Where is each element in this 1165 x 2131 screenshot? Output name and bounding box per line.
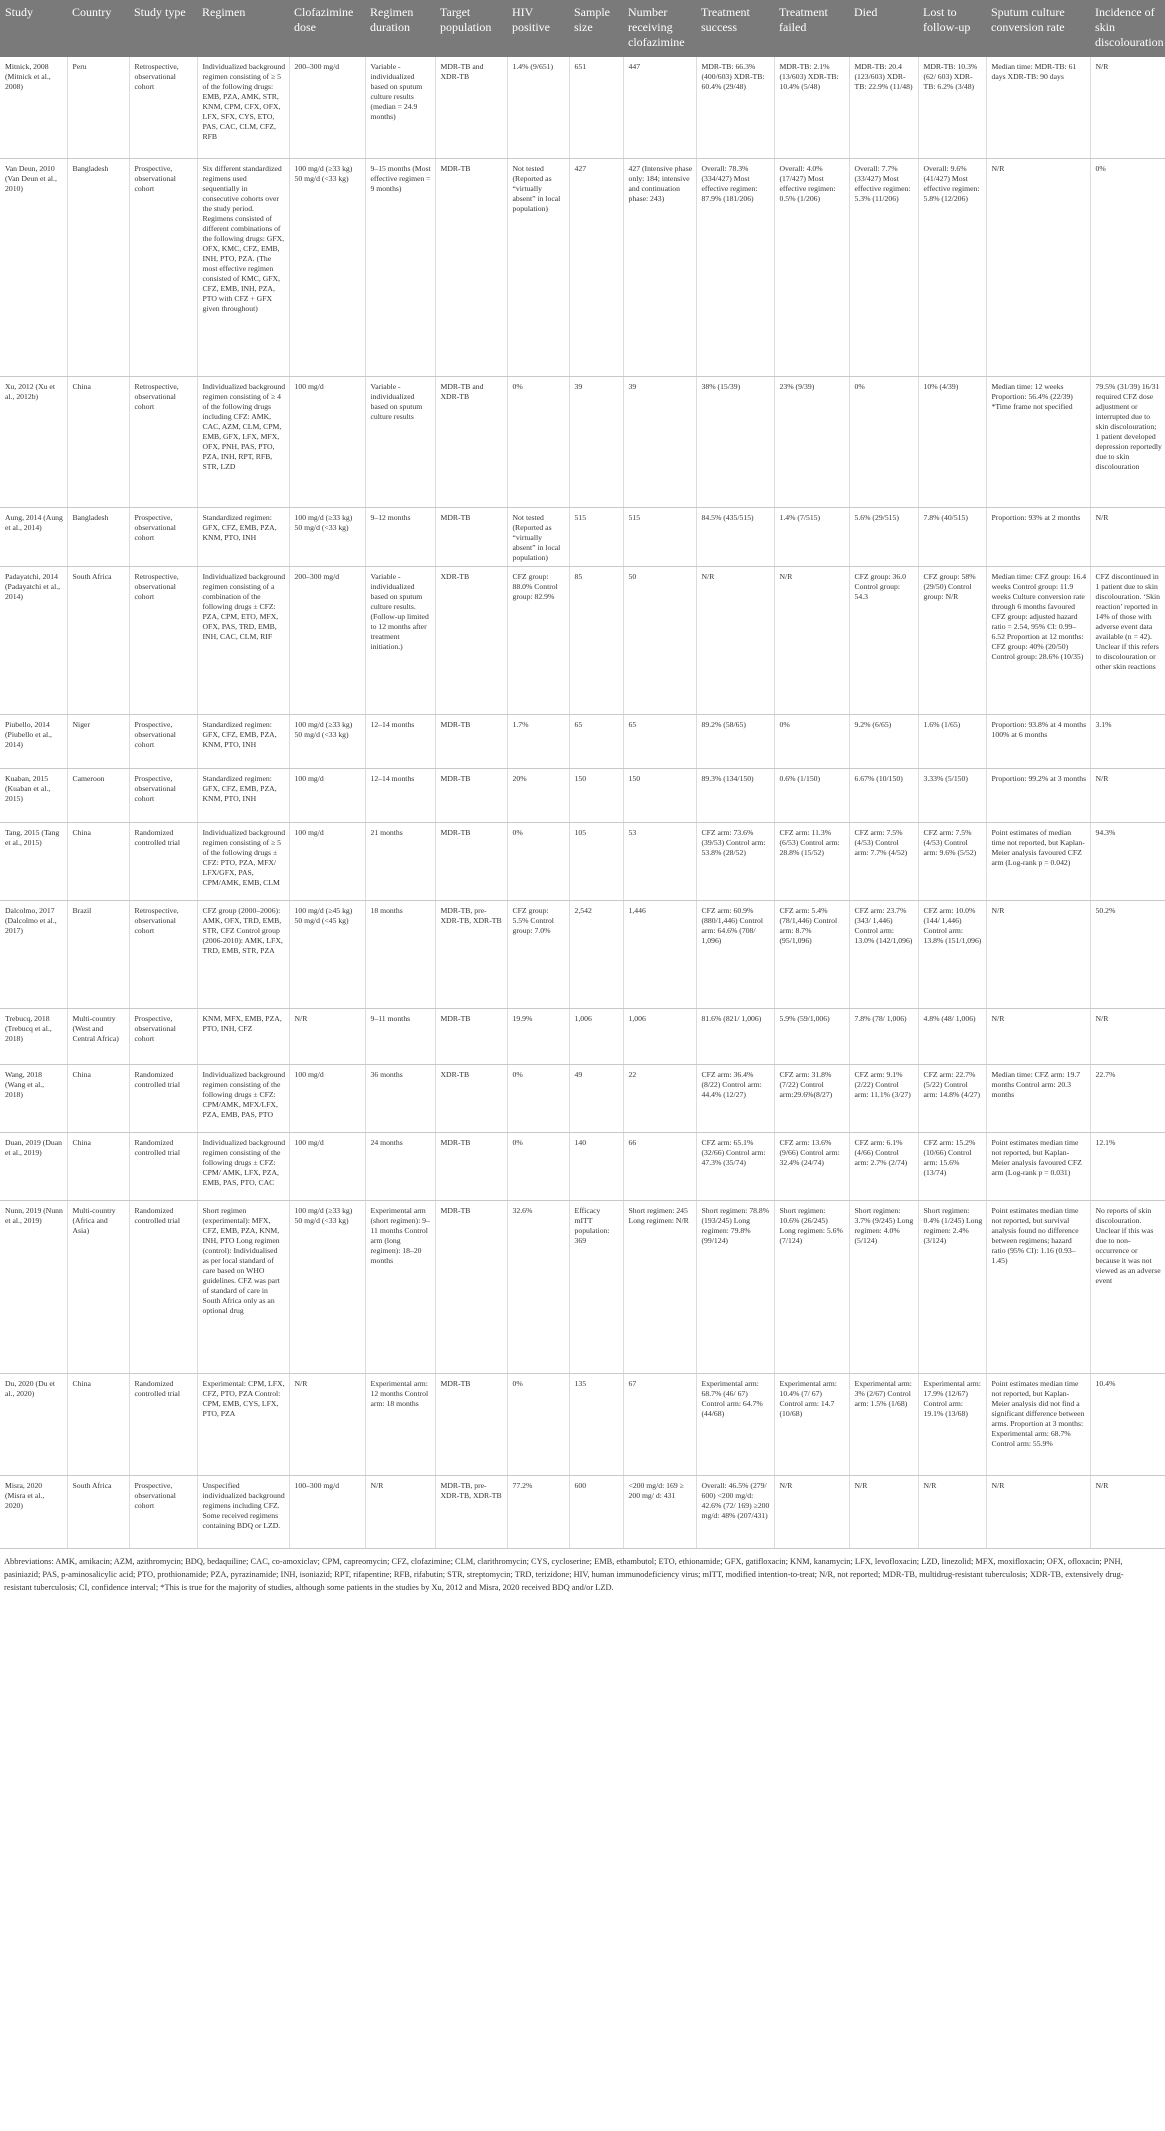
table-cell: Retrospective, observational cohort <box>129 900 197 1008</box>
table-cell: Prospective, observational cohort <box>129 507 197 566</box>
table-cell: CFZ group: 58% (29/50) Control group: N/R <box>918 566 986 714</box>
table-cell: 0% <box>774 714 849 768</box>
table-cell: MDR-TB: 10.3% (62/ 603) XDR-TB: 6.2% (3/48) <box>918 57 986 158</box>
table-cell: Randomized controlled trial <box>129 822 197 900</box>
table-cell: Prospective, observational cohort <box>129 1475 197 1548</box>
column-header: Country <box>67 0 129 57</box>
table-cell: 0% <box>507 1373 569 1475</box>
table-cell: 2,542 <box>569 900 623 1008</box>
table-row <box>0 714 1165 768</box>
table-cell: Bangladesh <box>67 507 129 566</box>
table-cell: XDR-TB <box>435 1064 507 1132</box>
table-cell: MDR-TB <box>435 1008 507 1064</box>
table-cell: Peru <box>67 57 129 158</box>
table-cell: Unspecified individualized background regimens including CFZ. Some received regimens containing BDQ or LZD. <box>197 1475 289 1548</box>
abbreviations-footnote: Abbreviations: AMK, amikacin; AZM, azithromycin; BDQ, bedaquiline; CAC, co-amoxiclav; CPM, capreomycin; CFZ, clofazimine; CLM, clarithromycin; CYS, cycloserine; EMB, ethambutol; ETO, ethionamide; GFX, gatifloxacin; KNM, kanamycin; LFX, levofloxacin; LZD, linezolid; MFX, moxifloxacin; OFX, ofloxacin; PNH, pasiniazid; PAS, p-aminosalicylic acid; PTO, prothionamide; PZA, pyrazinamide; INH, isoniazid; RPT, rifapentine; RFB, rifabutin; STR, streptomycin; TRD, terizidone; HIV, human immunodeficiency virus; mITT, modified intention-to-treat; N/R, not reported; MDR-TB, multidrug-resistant tuberculosis; XDR-TB, extensively drug-resistant tuberculosis; CI, confidence interval; *This is true for the majority of studies, although some patients in the studies by Xu, 2012 and Misra, 2020 received BDQ and/or LZD. <box>4 1556 1124 1592</box>
table-cell: 66 <box>623 1132 696 1200</box>
column-header: Treatment success <box>696 0 774 57</box>
table-cell: No reports of skin discolouration. Unclear if this was due to non-occurrence or because it was not viewed as an adverse event <box>1090 1200 1165 1373</box>
column-header: Regimen <box>197 0 289 57</box>
table-cell: 67 <box>623 1373 696 1475</box>
table-cell: 140 <box>569 1132 623 1200</box>
table-cell: Individualized background regimen consisting of a combination of the following drugs ± CFZ: PZA, CPM, ETO, MFX, OFX, PAS, TRD, EMB, INH, CAC, CLM, RIF <box>197 566 289 714</box>
table-cell: 7.8% (78/ 1,006) <box>849 1008 918 1064</box>
column-header: Study <box>0 0 67 57</box>
table-cell: 12–14 months <box>365 768 435 822</box>
table-cell: South Africa <box>67 1475 129 1548</box>
table-cell: <200 mg/d: 169 ≥ 200 mg/ d: 431 <box>623 1475 696 1548</box>
table-cell: N/R <box>365 1475 435 1548</box>
column-header: Clofazimine dose <box>289 0 365 57</box>
table-cell: 20% <box>507 768 569 822</box>
table-cell: 100 mg/d (≥33 kg) 50 mg/d (<33 kg) <box>289 714 365 768</box>
table-cell: Six different standardized regimens used sequentially in consecutive cohorts over the study period. Regimens consisted of different combinations of the following drugs: GFX, OFX, KMC, CFZ, EMB, INH, PTO, PZA. (The most effective regimen consisted of KMC, GFX, CFZ, EMB, INH, PZA, PTO with CFZ + GFX given throughout) <box>197 158 289 376</box>
table-cell: 9.2% (6/65) <box>849 714 918 768</box>
table-cell: South Africa <box>67 566 129 714</box>
table-cell: 200–300 mg/d <box>289 566 365 714</box>
table-cell: Trebucq, 2018 (Trebucq et al., 2018) <box>0 1008 67 1064</box>
table-cell: CFZ group: 88.0% Control group: 82.9% <box>507 566 569 714</box>
table-cell: Experimental: CPM, LFX, CFZ, PTO, PZA Control: CPM, EMB, CYS, LFX, PTO, PZA <box>197 1373 289 1475</box>
table-cell: Standardized regimen: GFX, CFZ, EMB, PZA, KNM, PTO, INH <box>197 714 289 768</box>
table-cell: Standardized regimen: GFX, CFZ, EMB, PZA, KNM, PTO, INH <box>197 507 289 566</box>
table-cell: 100 mg/d (≥33 kg) 50 mg/d (<33 kg) <box>289 158 365 376</box>
table-cell: CFZ arm: 6.1% (4/66) Control arm: 2.7% (2/74) <box>849 1132 918 1200</box>
table-cell: 77.2% <box>507 1475 569 1548</box>
table-cell: 18 months <box>365 900 435 1008</box>
table-cell: 3.33% (5/150) <box>918 768 986 822</box>
table-cell: 200–300 mg/d <box>289 57 365 158</box>
table-row <box>0 1475 1165 1548</box>
table-cell: Experimental arm: 68.7% (46/ 67) Control arm: 64.7% (44/68) <box>696 1373 774 1475</box>
table-cell: CFZ arm: 65.1% (32/66) Control arm: 47.3% (35/74) <box>696 1132 774 1200</box>
table-cell: Prospective, observational cohort <box>129 158 197 376</box>
table-cell: 150 <box>623 768 696 822</box>
table-cell: CFZ arm: 10.0% (144/ 1,446) Control arm: 13.8% (151/1,096) <box>918 900 986 1008</box>
table-cell: China <box>67 376 129 507</box>
table-cell: Randomized controlled trial <box>129 1132 197 1200</box>
table-cell: Individualized background regimen consisting of ≥ 5 of the following drugs ± CFZ: PTO, PZA, MFX/ LFX/GFX, PAS, CPM/AMK, EMB, CLM <box>197 822 289 900</box>
table-cell: MDR-TB <box>435 822 507 900</box>
table-cell: 36 months <box>365 1064 435 1132</box>
table-cell: Prospective, observational cohort <box>129 768 197 822</box>
table-cell: 427 <box>569 158 623 376</box>
table-cell: 89.2% (58/65) <box>696 714 774 768</box>
table-cell: MDR-TB, pre-XDR-TB, XDR-TB <box>435 900 507 1008</box>
table-row <box>0 376 1165 507</box>
column-header: Died <box>849 0 918 57</box>
table-cell: Point estimates of median time not reported, but Kaplan-Meier analysis favoured CFZ arm (Log-rank p = 0.042) <box>986 822 1090 900</box>
table-cell: 9–15 months (Most effective regimen = 9 months) <box>365 158 435 376</box>
table-row <box>0 1008 1165 1064</box>
column-header: HIV positive <box>507 0 569 57</box>
table-cell: Du, 2020 (Du et al., 2020) <box>0 1373 67 1475</box>
table-cell: 0% <box>849 376 918 507</box>
table-cell: Variable - individualized based on sputum culture results (median = 24.9 months) <box>365 57 435 158</box>
table-cell: CFZ arm: 9.1% (2/22) Control arm: 11.1% (3/27) <box>849 1064 918 1132</box>
table-cell: N/R <box>289 1373 365 1475</box>
column-header: Number receiving clofazimine <box>623 0 696 57</box>
table-cell: Median time: 12 weeks Proportion: 56.4% (22/39) *Time frame not specified <box>986 376 1090 507</box>
table-cell: 100 mg/d (≥45 kg) 50 mg/d (<45 kg) <box>289 900 365 1008</box>
table-cell: 32.6% <box>507 1200 569 1373</box>
table-header <box>0 0 1165 57</box>
table-cell: CFZ arm: 7.5% (4/53) Control arm: 7.7% (4/52) <box>849 822 918 900</box>
table-cell: N/R <box>986 1475 1090 1548</box>
table-cell: CFZ arm: 36.4% (8/22) Control arm: 44.4% (12/27) <box>696 1064 774 1132</box>
table-cell: MDR-TB: 20.4 (123/603) XDR-TB: 22.9% (11/48) <box>849 57 918 158</box>
table-cell: 50 <box>623 566 696 714</box>
table-cell: Not tested (Reported as “virtually absent” in local population) <box>507 507 569 566</box>
table-cell: Variable - individualized based on sputum culture results. (Follow-up limited to 12 months after treatment initiation.) <box>365 566 435 714</box>
table-cell: 0% <box>507 1132 569 1200</box>
table-cell: 1,006 <box>569 1008 623 1064</box>
table-cell: Randomized controlled trial <box>129 1373 197 1475</box>
table-cell: MDR-TB and XDR-TB <box>435 57 507 158</box>
table-cell: China <box>67 1132 129 1200</box>
table-cell: 9–12 months <box>365 507 435 566</box>
table-cell: 1.7% <box>507 714 569 768</box>
column-header: Sputum culture conversion rate <box>986 0 1090 57</box>
table-cell: CFZ group: 5.5% Control group: 7.0% <box>507 900 569 1008</box>
table-row <box>0 900 1165 1008</box>
table-cell: 4.8% (48/ 1,006) <box>918 1008 986 1064</box>
table-cell: 0% <box>507 822 569 900</box>
table-cell: Experimental arm: 17.9% (12/67) Control arm: 19.1% (13/68) <box>918 1373 986 1475</box>
table-cell: Median time: CFZ group: 16.4 weeks Control group: 11.9 weeks Culture conversion rate through 6 months favoured CFZ group: adjusted hazard ratio = 2.54, 95% CI: 0.99–6.52 Proportion at 12 months: CFZ group: 40% (20/50) Control group: 28.6% (10/35) <box>986 566 1090 714</box>
table-cell: Niger <box>67 714 129 768</box>
table-cell: 1.6% (1/65) <box>918 714 986 768</box>
column-header: Study type <box>129 0 197 57</box>
table-cell: N/R <box>986 900 1090 1008</box>
table-row <box>0 507 1165 566</box>
table-cell: Efficacy mITT population: 369 <box>569 1200 623 1373</box>
table-row <box>0 566 1165 714</box>
table-cell: 100 mg/d <box>289 376 365 507</box>
table-cell: Individualized background regimen consisting of the following drugs ± CFZ: CPM/AMK, MFX/LFX, PZA, EMB, PAS, PTO <box>197 1064 289 1132</box>
table-row <box>0 158 1165 376</box>
table-cell: Duan, 2019 (Duan et al., 2019) <box>0 1132 67 1200</box>
table-cell: Standardized regimen: GFX, CFZ, EMB, PZA, KNM, PTO, INH <box>197 768 289 822</box>
table-cell: Cameroon <box>67 768 129 822</box>
table-cell: 100 mg/d (≥33 kg) 50 mg/d (<33 kg) <box>289 507 365 566</box>
column-header: Sample size <box>569 0 623 57</box>
table-cell: Randomized controlled trial <box>129 1200 197 1373</box>
column-header: Lost to follow-up <box>918 0 986 57</box>
table-cell: Point estimates median time not reported, but Kaplan-Meier analysis did not find a significant difference between arms. Proportion at 3 months: Experimental arm: 68.7% Control arm: 55.9% <box>986 1373 1090 1475</box>
table-cell: 0% <box>1090 158 1165 376</box>
table-cell: N/R <box>696 566 774 714</box>
table-cell: Median time: CFZ arm: 19.7 months Control arm: 20.3 months <box>986 1064 1090 1132</box>
table-cell: 23% (9/39) <box>774 376 849 507</box>
table-cell: Bangladesh <box>67 158 129 376</box>
table-cell: Xu, 2012 (Xu et al., 2012b) <box>0 376 67 507</box>
table-cell: N/R <box>918 1475 986 1548</box>
table-cell: Experimental arm: 10.4% (7/ 67) Control arm: 14.7 (10/68) <box>774 1373 849 1475</box>
table-cell: Proportion: 93% at 2 months <box>986 507 1090 566</box>
table-cell: Misra, 2020 (Misra et al., 2020) <box>0 1475 67 1548</box>
table-cell: N/R <box>774 566 849 714</box>
table-cell: 19.9% <box>507 1008 569 1064</box>
table-cell: Variable - individualized based on sputum culture results <box>365 376 435 507</box>
table-cell: 100 mg/d <box>289 768 365 822</box>
table-cell: Not tested (Reported as “virtually absent” in local population) <box>507 158 569 376</box>
table-cell: 447 <box>623 57 696 158</box>
table-cell: Proportion: 93.8% at 4 months 100% at 6 months <box>986 714 1090 768</box>
table-cell: CFZ arm: 5.4% (78/1,446) Control arm: 8.7% (95/1,096) <box>774 900 849 1008</box>
column-header: Treatment failed <box>774 0 849 57</box>
column-header: Incidence of skin discolouration <box>1090 0 1165 57</box>
table-cell: N/R <box>1090 1008 1165 1064</box>
table-cell: 10% (4/39) <box>918 376 986 507</box>
table-cell: 100 mg/d <box>289 822 365 900</box>
table-cell: Randomized controlled trial <box>129 1064 197 1132</box>
table-cell: CFZ arm: 31.8% (7/22) Control arm:29.6%(8/27) <box>774 1064 849 1132</box>
table-cell: 105 <box>569 822 623 900</box>
table-cell: 1,006 <box>623 1008 696 1064</box>
table-cell: China <box>67 1064 129 1132</box>
table-cell: Point estimates median time not reported, but Kaplan-Meier analysis favoured CFZ arm (Log-rank p = 0.031) <box>986 1132 1090 1200</box>
table-cell: CFZ group (2000–2006): AMK, OFX, TRD, EMB, STR, CFZ Control group (2006-2010): AMK, LFX, TRD, EMB, STR, PZA <box>197 900 289 1008</box>
table-cell: N/R <box>849 1475 918 1548</box>
table-cell: Van Deun, 2010 (Van Deun et al., 2010) <box>0 158 67 376</box>
table-cell: China <box>67 1373 129 1475</box>
table-cell: Dalcolmo, 2017 (Dalcolmo et al., 2017) <box>0 900 67 1008</box>
table-cell: Overall: 7.7% (33/427) Most effective regimen: 5.3% (11/206) <box>849 158 918 376</box>
table-cell: Median time: MDR-TB: 61 days XDR-TB: 90 days <box>986 57 1090 158</box>
table-cell: 94.3% <box>1090 822 1165 900</box>
table-cell: 5.6% (29/515) <box>849 507 918 566</box>
table-row <box>0 1064 1165 1132</box>
table-cell: Kuaban, 2015 (Kuaban et al., 2015) <box>0 768 67 822</box>
table-cell: Overall: 46.5% (279/ 600) <200 mg/d: 42.6% (72/ 169) ≥200 mg/d: 48% (207/431) <box>696 1475 774 1548</box>
table-cell: MDR-TB <box>435 507 507 566</box>
table-cell: 135 <box>569 1373 623 1475</box>
table-cell: CFZ discontinued in 1 patient due to skin discolouration. ‘Skin reaction’ reported in 14% of those with adverse event data available (n = 42). Unclear if this refers to discolouration or other skin reactions <box>1090 566 1165 714</box>
table-cell: CFZ arm: 15.2% (10/66) Control arm: 15.6% (13/74) <box>918 1132 986 1200</box>
table-cell: 84.5% (435/515) <box>696 507 774 566</box>
table-cell: 1,446 <box>623 900 696 1008</box>
table-cell: 9–11 months <box>365 1008 435 1064</box>
table-cell: MDR-TB <box>435 714 507 768</box>
table-cell: 21 months <box>365 822 435 900</box>
table-cell: MDR-TB, pre-XDR-TB, XDR-TB <box>435 1475 507 1548</box>
table-cell: MDR-TB <box>435 768 507 822</box>
table-cell: XDR-TB <box>435 566 507 714</box>
table-cell: Short regimen: 0.4% (1/245) Long regimen: 2.4% (3/124) <box>918 1200 986 1373</box>
table-row <box>0 822 1165 900</box>
table-cell: MDR-TB <box>435 1132 507 1200</box>
table-cell: China <box>67 822 129 900</box>
table-cell: 10.4% <box>1090 1373 1165 1475</box>
table-cell: N/R <box>986 158 1090 376</box>
table-cell: MDR-TB <box>435 158 507 376</box>
table-cell: 100 mg/d <box>289 1064 365 1132</box>
table-cell: CFZ arm: 23.7% (343/ 1,446) Control arm: 13.0% (142/1,096) <box>849 900 918 1008</box>
table-cell: Multi-country (West and Central Africa) <box>67 1008 129 1064</box>
table-cell: N/R <box>986 1008 1090 1064</box>
table-cell: 427 (Intensive phase only: 184; intensive and continuation phase: 243) <box>623 158 696 376</box>
table-cell: Short regimen: 78.8% (193/245) Long regimen: 79.8% (99/124) <box>696 1200 774 1373</box>
table-cell: 651 <box>569 57 623 158</box>
table-cell: MDR-TB: 66.3% (400/603) XDR-TB: 60.4% (29/48) <box>696 57 774 158</box>
table-cell: 65 <box>623 714 696 768</box>
table-cell: CFZ arm: 73.6% (39/53) Control arm: 53.8% (28/52) <box>696 822 774 900</box>
table-cell: 39 <box>623 376 696 507</box>
table-cell: MDR-TB <box>435 1373 507 1475</box>
table-cell: 22.7% <box>1090 1064 1165 1132</box>
table-cell: 6.67% (10/150) <box>849 768 918 822</box>
table-cell: 1.4% (7/515) <box>774 507 849 566</box>
table-cell: Wang, 2018 (Wang et al., 2018) <box>0 1064 67 1132</box>
table-cell: Retrospective, observational cohort <box>129 57 197 158</box>
table-cell: 150 <box>569 768 623 822</box>
table-cell: Overall: 78.3% (334/427) Most effective regimen: 87.9% (181/206) <box>696 158 774 376</box>
table-row <box>0 1373 1165 1475</box>
table-cell: N/R <box>1090 57 1165 158</box>
table-cell: Nunn, 2019 (Nunn et al., 2019) <box>0 1200 67 1373</box>
table-cell: Individualized background regimen consisting of ≥ 5 of the following drugs: EMB, PZA, AMK, STR, KNM, CPM, CFX, OFX, LFX, SFX, CYS, ETO, PAS, CAC, CLM, CFZ, RFB <box>197 57 289 158</box>
table-cell: 7.8% (40/515) <box>918 507 986 566</box>
table-cell: MDR-TB and XDR-TB <box>435 376 507 507</box>
table-cell: 515 <box>569 507 623 566</box>
table-cell: 600 <box>569 1475 623 1548</box>
table-cell: 0% <box>507 376 569 507</box>
table-cell: Retrospective, observational cohort <box>129 566 197 714</box>
table-cell: 22 <box>623 1064 696 1132</box>
table-row <box>0 57 1165 158</box>
header-row <box>0 0 1165 57</box>
table-cell: 53 <box>623 822 696 900</box>
table-cell: Individualized background regimen consisting of ≥ 4 of the following drugs including CFZ: AMK, CAC, AZM, CLM, CPM, EMB, GFX, LFX, MFX, OFX, PNH, PAS, PTO, PZA, INH, RPT, RFB, STR, LZD <box>197 376 289 507</box>
table-cell: 65 <box>569 714 623 768</box>
table-cell: Tang, 2015 (Tang et al., 2015) <box>0 822 67 900</box>
table-cell: Brazil <box>67 900 129 1008</box>
table-cell: Prospective, observational cohort <box>129 1008 197 1064</box>
column-header: Target population <box>435 0 507 57</box>
table-row <box>0 768 1165 822</box>
table-cell: 5.9% (59/1,006) <box>774 1008 849 1064</box>
table-cell: 81.6% (821/ 1,006) <box>696 1008 774 1064</box>
table-cell: 85 <box>569 566 623 714</box>
table-cell: N/R <box>1090 768 1165 822</box>
table-cell: 3.1% <box>1090 714 1165 768</box>
table-row <box>0 1132 1165 1200</box>
table-cell: Padayatchi, 2014 (Padayatchi et al., 2014) <box>0 566 67 714</box>
table-cell: MDR-TB: 2.1% (13/603) XDR-TB: 10.4% (5/48) <box>774 57 849 158</box>
table-cell: Experimental arm: 12 months Control arm: 18 months <box>365 1373 435 1475</box>
table-cell: 89.3% (134/150) <box>696 768 774 822</box>
table-row <box>0 1200 1165 1373</box>
table-cell: Overall: 9.6% (41/427) Most effective regimen: 5.8% (12/206) <box>918 158 986 376</box>
table-cell: Multi-country (Africa and Asia) <box>67 1200 129 1373</box>
table-cell: N/R <box>774 1475 849 1548</box>
table-cell: 1.4% (9/651) <box>507 57 569 158</box>
table-cell: CFZ arm: 22.7% (5/22) Control arm: 14.8% (4/27) <box>918 1064 986 1132</box>
table-cell: Point estimates median time not reported, but survival analysis found no difference between regimens; hazard ratio (95% CI): 1.16 (0.93–1.45) <box>986 1200 1090 1373</box>
table-cell: CFZ arm: 60.9% (880/1,446) Control arm: 64.6% (708/ 1,096) <box>696 900 774 1008</box>
table-cell: Aung, 2014 (Aung et al., 2014) <box>0 507 67 566</box>
table-cell: 38% (15/39) <box>696 376 774 507</box>
table-cell: Overall: 4.0% (17/427) Most effective regimen: 0.5% (1/206) <box>774 158 849 376</box>
table-cell: Prospective, observational cohort <box>129 714 197 768</box>
table-cell: 100–300 mg/d <box>289 1475 365 1548</box>
table-cell: 0.6% (1/150) <box>774 768 849 822</box>
table-cell: N/R <box>1090 507 1165 566</box>
table-cell: Proportion: 99.2% at 3 months <box>986 768 1090 822</box>
table-cell: CFZ arm: 13.6% (9/66) Control arm: 32.4% (24/74) <box>774 1132 849 1200</box>
table-cell: Individualized background regimen consisting of the following drugs ± CFZ: CPM/ AMK, LFX, PZA, EMB, PAS, PTO, CAC <box>197 1132 289 1200</box>
table-cell: 50.2% <box>1090 900 1165 1008</box>
table-cell: 100 mg/d <box>289 1132 365 1200</box>
table-cell: N/R <box>289 1008 365 1064</box>
table-cell: Retrospective, observational cohort <box>129 376 197 507</box>
table-cell: 49 <box>569 1064 623 1132</box>
table-cell: 24 months <box>365 1132 435 1200</box>
table-cell: Experimental arm (short regimen): 9–11 months Control arm (long regimen): 18–20 months <box>365 1200 435 1373</box>
table-cell: Short regimen: 245 Long regimen: N/R <box>623 1200 696 1373</box>
table-cell: KNM, MFX, EMB, PZA, PTO, INH, CFZ <box>197 1008 289 1064</box>
table-cell: Short regimen: 3.7% (9/245) Long regimen: 4.0% (5/124) <box>849 1200 918 1373</box>
table-cell: Short regimen (experimental): MFX, CFZ, EMB, PZA, KNM, INH, PTO Long regimen (control): Individualised as per local standard of care based on WHO guidelines. CFZ was part of standard of care in South Africa only as an optional drug <box>197 1200 289 1373</box>
table-cell: N/R <box>1090 1475 1165 1548</box>
table-cell: 12.1% <box>1090 1132 1165 1200</box>
table-cell: Short regimen: 10.6% (26/245) Long regimen: 5.6% (7/124) <box>774 1200 849 1373</box>
table-cell: MDR-TB <box>435 1200 507 1373</box>
table-cell: Experimental arm: 3% (2/67) Control arm: 1.5% (1/68) <box>849 1373 918 1475</box>
table-cell: 12–14 months <box>365 714 435 768</box>
table-cell: CFZ group: 36.0 Control group: 54.3 <box>849 566 918 714</box>
column-header: Regimen duration <box>365 0 435 57</box>
table-cell: Mitnick, 2008 (Mitnick et al., 2008) <box>0 57 67 158</box>
table-cell: 0% <box>507 1064 569 1132</box>
table-cell: CFZ arm: 11.3% (6/53) Control arm: 28.8% (15/52) <box>774 822 849 900</box>
table-cell: 79.5% (31/39) 16/31 required CFZ dose adjustment or interrupted due to skin discolouration; 1 patient developed depression reportedly due to skin discolouration <box>1090 376 1165 507</box>
table-cell: CFZ arm: 7.5% (4/53) Control arm: 9.6% (5/52) <box>918 822 986 900</box>
table-cell: 515 <box>623 507 696 566</box>
table-body <box>0 57 1165 1548</box>
table-cell: Piubello, 2014 (Piubello et al., 2014) <box>0 714 67 768</box>
table-cell: 39 <box>569 376 623 507</box>
table-cell: 100 mg/d (≥33 kg) 50 mg/d (<33 kg) <box>289 1200 365 1373</box>
